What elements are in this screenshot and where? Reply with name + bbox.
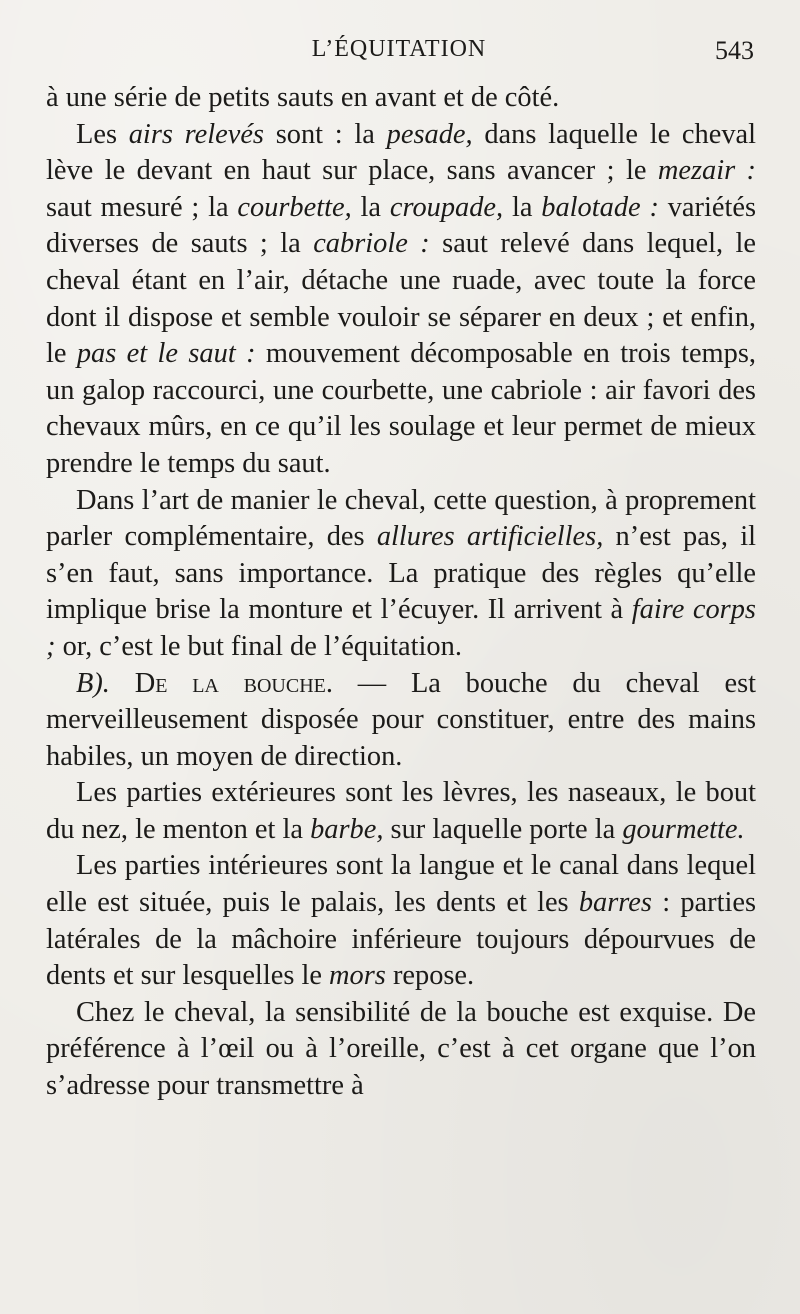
page-number: 543 — [715, 36, 754, 65]
paragraph — [46, 666, 756, 776]
paragraph — [46, 117, 756, 483]
text-run: Dans l’art de manier le cheval, cette question, à proprement parler complémentaire, des — [46, 484, 756, 553]
paragraph — [46, 848, 756, 994]
italic-term: allures artificielles, — [376, 521, 604, 553]
italic-term: gourmette. — [622, 813, 745, 845]
paragraph — [46, 483, 756, 666]
running-title: L’ÉQUITATION — [311, 36, 487, 62]
paragraph — [46, 775, 756, 848]
italic-term: balotade : — [541, 191, 659, 223]
text-run: saut relevé dans lequel, le cheval étant en l’air, détache une ruade, avec toute la force dont il dispose et semble vouloir se séparer en deux ; et enfin, le — [46, 228, 756, 370]
italic-term: airs relevés — [128, 118, 264, 150]
text-run: n’est pas, il s’en faut, sans importance. La pratique des règles qu’elle implique brise la monture et l’écuyer. Il arrivent à — [46, 521, 756, 626]
text-run: repose. — [385, 960, 475, 992]
italic-term: courbette, — [237, 191, 352, 223]
text-run: Les — [76, 118, 129, 150]
italic-term: faire corps ; — [46, 594, 756, 662]
italic-term: pas et le saut : — [76, 338, 256, 370]
italic-term: pesade, — [386, 118, 473, 150]
text-run: la — [351, 191, 390, 223]
text-run: à une série de petits sauts en avant et de côté. — [46, 82, 560, 113]
section-heading: De la bouche. — [134, 667, 333, 699]
text-run: Les parties extérieures sont les lèvres, les naseaux, le bout du nez, le menton et la — [46, 777, 756, 845]
italic-term: B). — [76, 667, 110, 699]
italic-term: croupade, — [389, 191, 504, 223]
text-run: or, c’est le but final de l’équitation. — [55, 630, 462, 662]
text-run: saut mesuré ; la — [46, 191, 238, 223]
italic-term: mors — [329, 960, 386, 992]
italic-term: mezair : — [657, 155, 756, 187]
text-run: Chez le cheval, la sensibilité de la bouche est exquise. De préférence à l’œil ou à l’oreille, c’est à cet organe que l’on s’adresse pour transmettre à — [46, 996, 756, 1102]
italic-term: cabriole : — [313, 228, 430, 260]
text-run: la — [503, 191, 542, 223]
paragraph — [46, 80, 756, 117]
page-header — [44, 36, 754, 72]
text-run: variétés diverses de sauts ; la — [46, 191, 757, 260]
text-run: sont : la — [264, 118, 387, 150]
text-run: dans laquelle le cheval lève le devant en haut sur place, sans avancer ; le — [46, 118, 757, 187]
text-run: : parties latérales de la mâchoire inférieure toujours dépourvues de dents et sur lesquelles le — [46, 887, 756, 992]
text-run — [110, 668, 135, 699]
body-text — [46, 80, 756, 1105]
italic-term: barres — [578, 887, 652, 919]
text-run: sur laquelle porte la — [383, 813, 623, 845]
italic-term: barbe, — [310, 813, 384, 845]
text-run: Les parties intérieures sont la langue et le canal dans lequel elle est située, puis le palais, les dents et les — [46, 850, 756, 919]
text-run: — La bouche du cheval est merveilleusement disposée pour constituer, entre des mains habiles, un moyen de direction. — [46, 667, 757, 772]
paragraph — [46, 995, 756, 1105]
text-run: mouvement décomposable en trois temps, un galop raccourci, une courbette, une cabriole : air favori des chevaux mûrs, en ce qu’il les soulage et leur permet de mieux prendre le temps du saut. — [46, 338, 756, 479]
